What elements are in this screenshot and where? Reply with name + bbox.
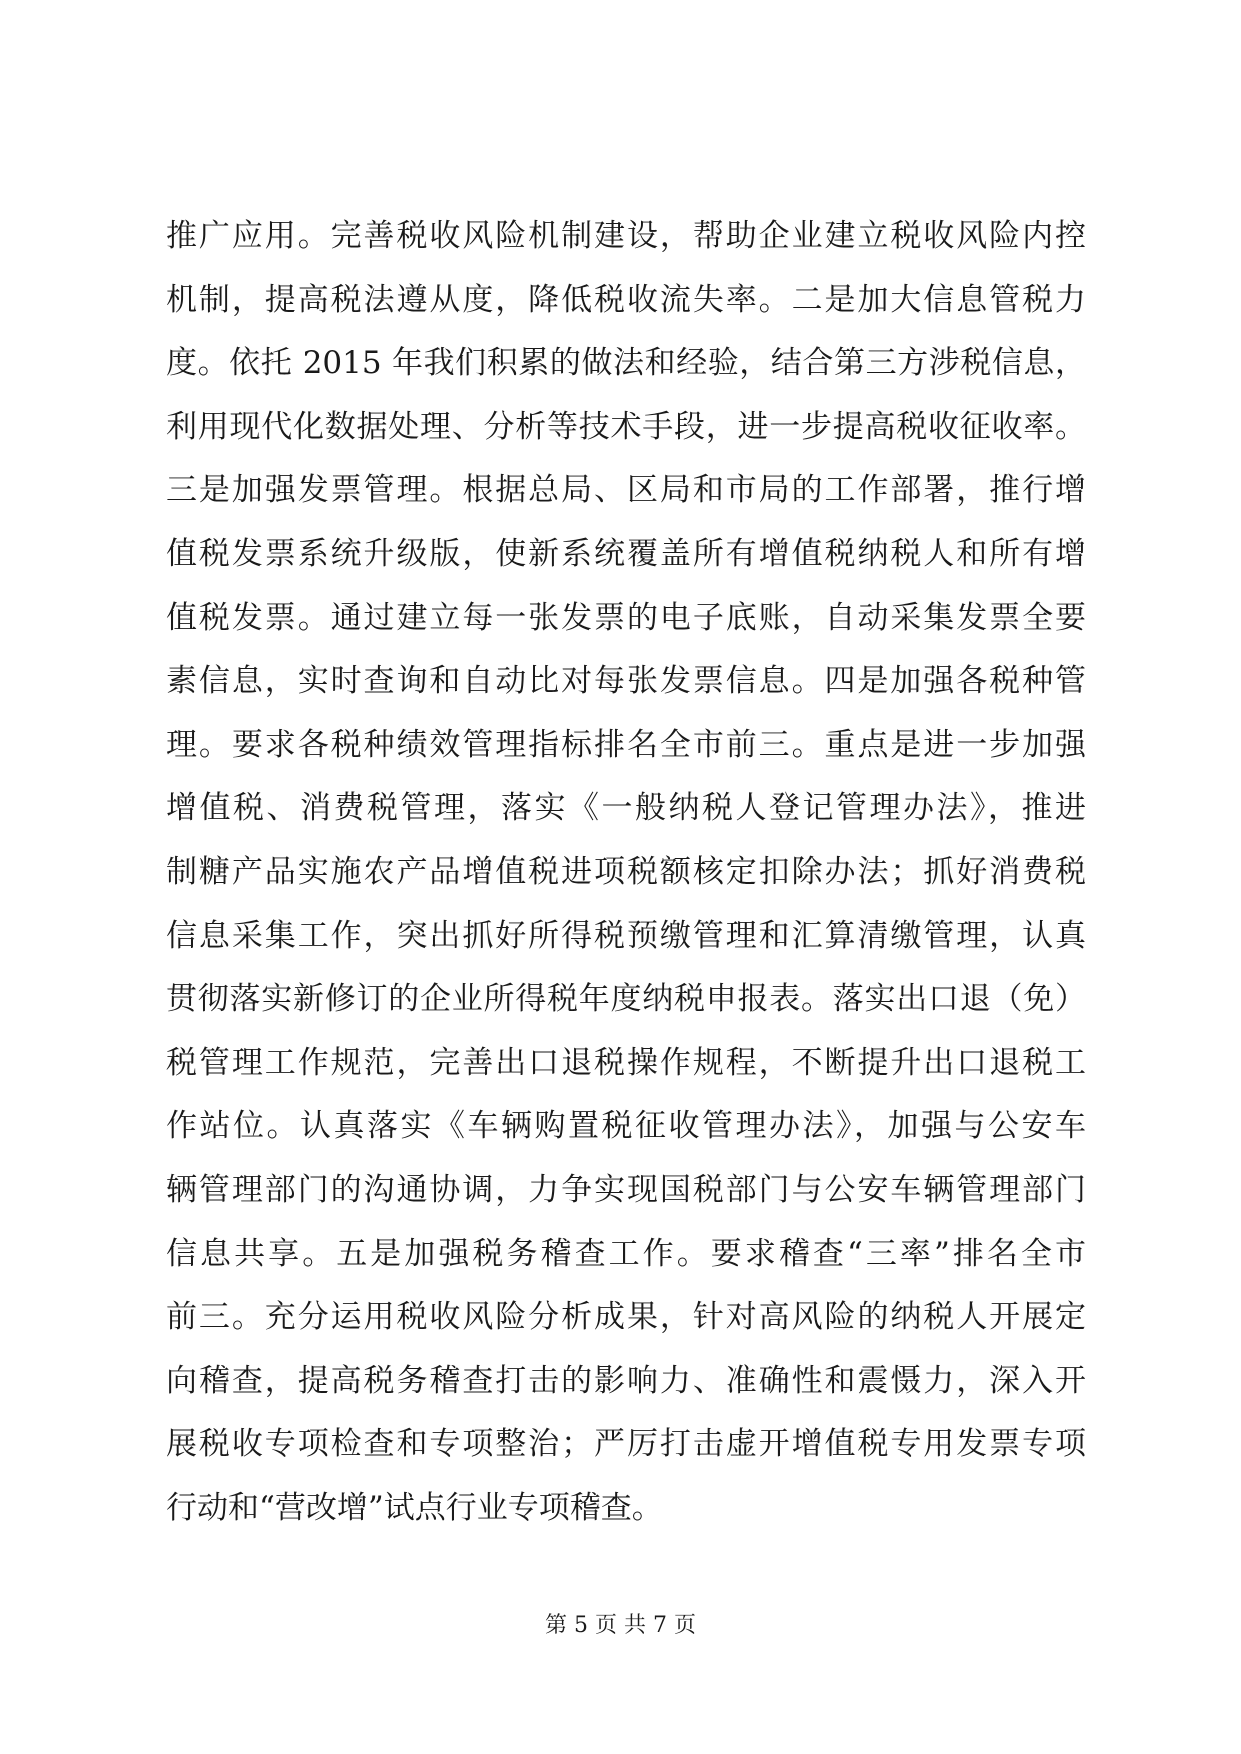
text-line: 值税发票系统升级版，使新系统覆盖所有增值税纳税人和所有增 [166, 535, 1086, 572]
text-line: 三是加强发票管理。根据总局、区局和市局的工作部署，推行增 [166, 472, 1086, 509]
text-line: 信息采集工作，突出抓好所得税预缴管理和汇算清缴管理，认真 [166, 917, 1086, 954]
text-line: 机制，提高税法遵从度，降低税收流失率。二是加大信息管税力 [166, 281, 1086, 318]
text-line: 利用现代化数据处理、分析等技术手段，进一步提高税收征收率。 [166, 408, 1086, 445]
text-line: 作站位。认真落实《车辆购置税征收管理办法》，加强与公安车 [166, 1108, 1086, 1145]
page-number-footer: 第 5 页 共 7 页 [545, 1613, 696, 1638]
text-line: 展税收专项检查和专项整治；严厉打击虚开增值税专用发票专项 [166, 1426, 1086, 1463]
text-line: 信息共享。五是加强税务稽查工作。要求稽查“三率”排名全市 [166, 1235, 1086, 1272]
text-line: 制糖产品实施农产品增值税进项税额核定扣除办法；抓好消费税 [166, 853, 1086, 890]
text-line: 行动和“营改增”试点行业专项稽查。 [166, 1489, 663, 1526]
text-line: 推广应用。完善税收风险机制建设，帮助企业建立税收风险内控 [166, 218, 1086, 254]
text-line: 前三。充分运用税收风险分析成果，针对高风险的纳税人开展定 [166, 1299, 1086, 1336]
body-paragraph [166, 205, 1086, 1540]
text-line: 贯彻落实新修订的企业所得税年度纳税申报表。落实出口退（免） [166, 981, 1086, 1018]
text-line: 值税发票。通过建立每一张发票的电子底账，自动采集发票全要 [166, 599, 1086, 636]
text-line: 理。要求各税种绩效管理指标排名全市前三。重点是进一步加强 [166, 726, 1086, 763]
text-line: 辆管理部门的沟通协调，力争实现国税部门与公安车辆管理部门 [166, 1171, 1086, 1208]
text-line: 向稽查，提高税务稽查打击的影响力、准确性和震慑力，深入开 [166, 1362, 1086, 1399]
text-line: 增值税、消费税管理，落实《一般纳税人登记管理办法》，推进 [166, 790, 1086, 827]
text-line: 素信息，实时查询和自动比对每张发票信息。四是加强各税种管 [166, 663, 1086, 700]
text-line: 税管理工作规范，完善出口退税操作规程，不断提升出口退税工 [166, 1044, 1086, 1081]
text-line: 度。依托 2015 年我们积累的做法和经验，结合第三方涉税信息， [166, 345, 1086, 382]
